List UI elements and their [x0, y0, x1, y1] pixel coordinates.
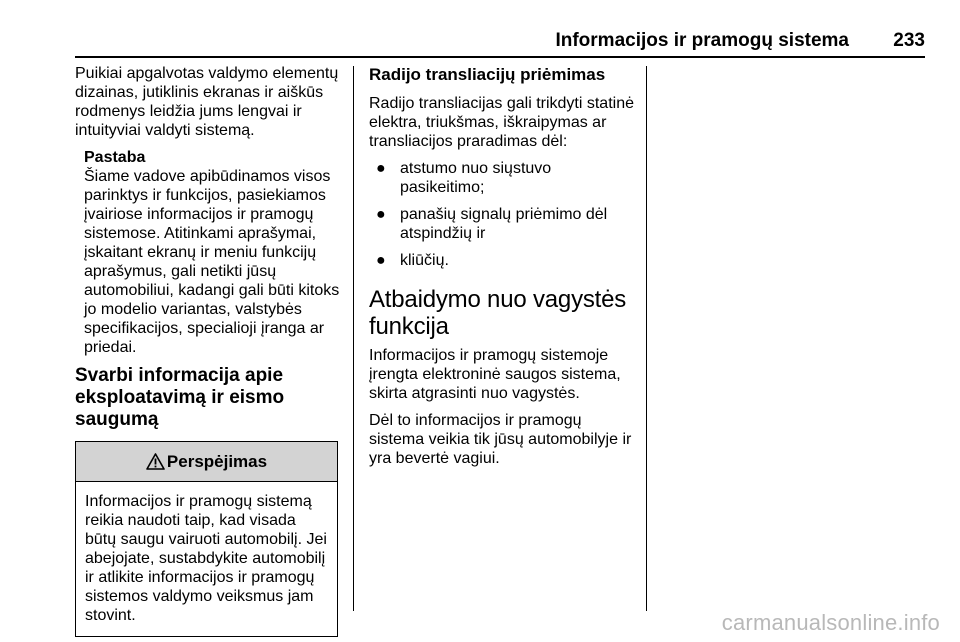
- column-divider: [646, 66, 647, 611]
- safety-heading-line2: eksploatavimą ir eismo saugumą: [75, 387, 285, 430]
- list-item: ● atstumo nuo siųstuvo pasikeitimo;: [376, 160, 552, 196]
- radio-subheading: Radijo transliacijų priėmimas: [369, 65, 606, 84]
- header-title: Informacijos ir pramogų sistema: [555, 30, 849, 51]
- theft-heading-line1: Atbaidymo nuo vagystės: [369, 286, 627, 313]
- theft-paragraph-2: Dėl to informacijos ir pramogų sistema veikia tik jūsų automobilyje ir yra bevertė vagiui.: [369, 412, 632, 467]
- bullet-icon: ●: [376, 206, 386, 223]
- theft-heading: [369, 286, 635, 340]
- warning-triangle-icon: [146, 453, 165, 470]
- radio-intro: Radijo transliacijas gali trikdyti statinė elektra, triukšmas, iškraipymas ar transliacijos praradimas dėl:: [369, 95, 634, 150]
- column-divider: [353, 66, 354, 611]
- intro-paragraph: Puikiai apgalvotas valdymo elementų dizainas, jutiklinis ekranas ir aiškūs rodmenys leidžia jums lengvai ir intuityviai valdyti sistemą.: [75, 65, 339, 139]
- note-block: [75, 148, 341, 357]
- column-left: [75, 64, 341, 637]
- warning-header: [76, 442, 337, 482]
- watermark: carmanualsonline.info: [721, 610, 940, 635]
- column-middle: [369, 64, 635, 476]
- radio-causes-list: [369, 159, 635, 270]
- header-rule: [75, 56, 925, 58]
- page-header: [75, 30, 925, 58]
- warning-box: [75, 441, 338, 637]
- note-body: Šiame vadove apibūdinamos visos parinktys ir funkcijos, pasiekiamos įvairiose informacijos ir pramogų sistemose. Atitinkami aprašymai, įskaitant ekranų ir meniu funkcijų aprašymus, gali netikti jūsų automobiliui, kadangi gali būti kitoks jo modelio variantas, valstybės specifikacijos, specialioji įranga ar priedai.: [84, 168, 340, 356]
- theft-heading-line2: funkcija: [369, 313, 449, 340]
- warning-title: Perspėjimas: [166, 451, 268, 471]
- page-number: 233: [893, 30, 925, 51]
- list-item: ● panašių signalų priėmimo dėl atspindžių ir: [376, 206, 608, 242]
- bullet-icon: ●: [376, 160, 386, 177]
- safety-heading-line1: Svarbi informacija apie: [75, 365, 284, 386]
- note-title: Pastaba: [84, 149, 146, 166]
- list-item: ● kliūčių.: [376, 252, 449, 269]
- bullet-icon: ●: [376, 252, 386, 269]
- safety-heading: [75, 365, 341, 431]
- theft-paragraph-1: Informacijos ir pramogų sistemoje įrengta elektroninė saugos sistema, skirta atgrasinti nuo vagystės.: [369, 347, 621, 402]
- warning-body: Informacijos ir pramogų sistemą reikia naudoti taip, kad visada būtų saugu vairuoti automobilį. Jei abejojate, sustabdykite automobilį ir atlikite informacijos ir pramogų sistemos valdymo veiksmus jam stovint.: [85, 493, 327, 624]
